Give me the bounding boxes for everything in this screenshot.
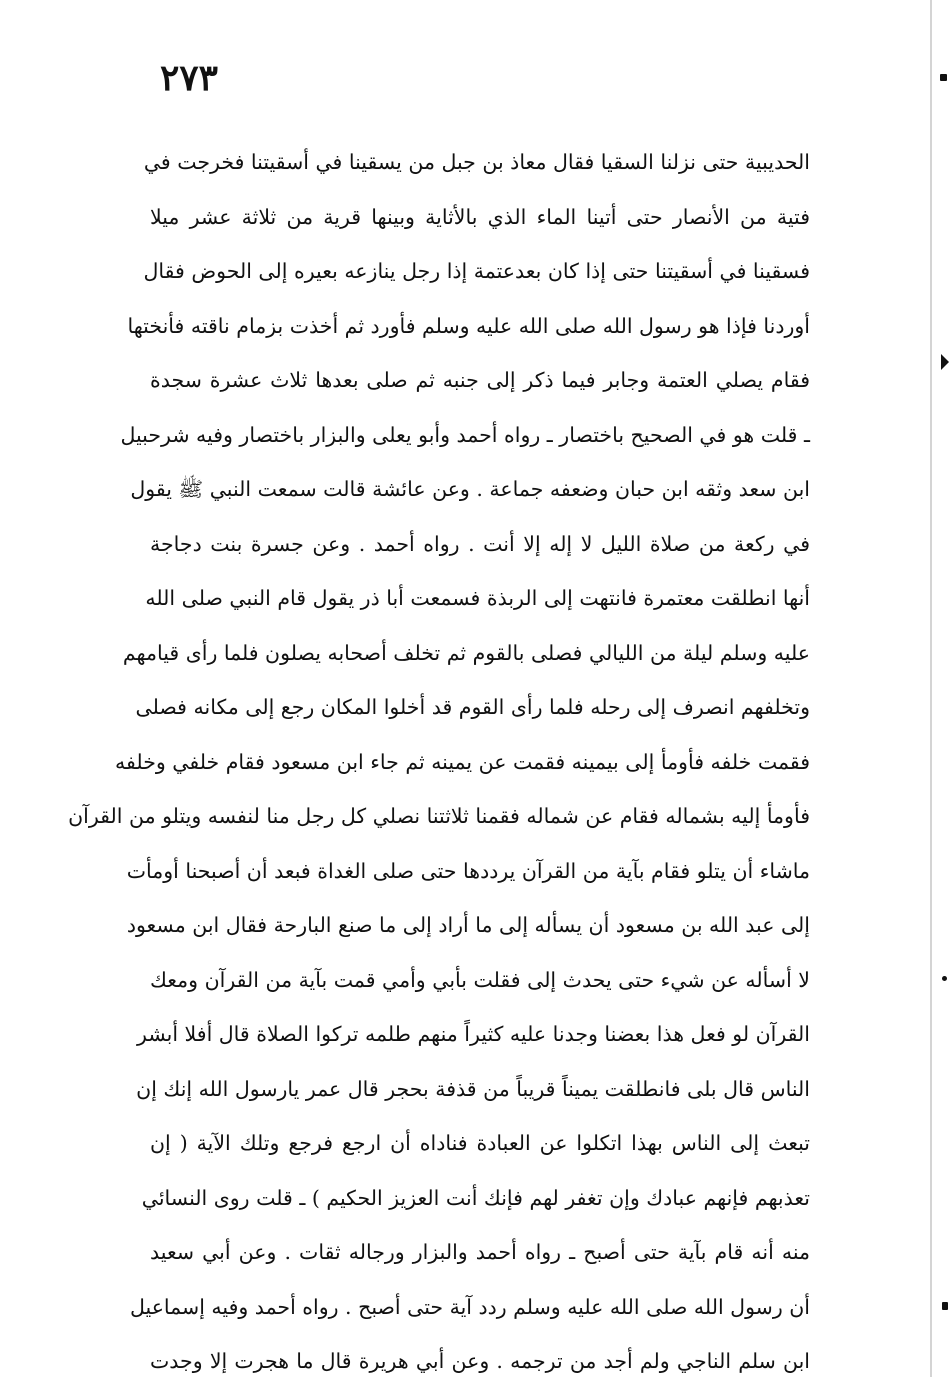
text-line: فأومأ إليه بشماله فقام عن شماله فقمنا ثلاثتنا نصلي كل رجل منا لنفسه ويتلو من القرآن <box>68 804 810 828</box>
text-line: منه أنه قام بآية حتى أصبح ـ رواه أحمد والبزار ورجاله ثقات . وعن أبي سعيد <box>150 1240 810 1264</box>
text-line: لا أسأله عن شيء حتى يحدث إلى فقلت بأبي وأمي قمت بآية من القرآن ومعك <box>150 967 810 992</box>
text-line: ماشاء أن يتلو فقام بآية من القرآن يرددها حتى صلى الغداة فبعد أن أصبحنا أومأت <box>126 858 810 883</box>
text-line: أنها انطلقت معتمرة فانتهت إلى الربذة فسمعت أبا ذر يقول قام النبي صلى الله <box>145 586 810 610</box>
text-line: تبعث إلى الناس بهذا اتكلوا عن العبادة فناداه أن ارجع فرجع وتلك الآية ( إن <box>150 1131 810 1155</box>
text-line: القرآن لو فعل هذا بعضنا وجدنا عليه كثيراً منهم طلمه تركوا الصلاة قال أفلا أبشر <box>137 1022 810 1046</box>
margin-mark <box>942 1302 948 1310</box>
margin-arrow-mark <box>941 354 949 370</box>
page-edge-shadow <box>930 0 932 1377</box>
text-line: تعذبهم فإنهم عبادك وإن تغفر لهم فإنك أنت العزيز الحكيم ) ـ قلت روى النسائي <box>141 1185 810 1210</box>
text-line: عليه وسلم ليلة من الليالي فصلى بالقوم ثم تخلف أصحابه يصلون فلما رأى قيامهم <box>122 640 810 665</box>
text-line: الناس قال بلى فانطلقت يميناً قريباً من قذفة بحجر قال عمر يارسول الله إنك إن <box>136 1076 810 1101</box>
text-line: ابن سعد وثقه ابن حبان وضعفه جماعة . وعن عائشة قالت سمعت النبي ﷺ يقول <box>130 477 810 501</box>
text-line: ابن سلم الناجي ولم أجد من ترجمه . وعن أبي هريرة قال ما هجرت إلا وجدت <box>150 1349 810 1373</box>
text-line: ـ قلت هو في الصحيح باختصار ـ رواه أحمد وأبو يعلى والبزار باختصار وفيه شرحبيل <box>120 422 810 447</box>
text-line: إلى عبد الله بن مسعود أن يسأله إلى ما أراد إلى ما صنع البارحة فقال ابن مسعود <box>126 913 810 937</box>
text-line: فتية من الأنصار حتى أتينا الماء الذي بالأثاية وبينها قرية من ثلاثة عشر ميلا <box>150 204 810 229</box>
text-line: فقمت خلفه فأومأ إلى بيمينه فقمت عن يمينه ثم جاء ابن مسعود فقام خلفي وخلفه <box>115 749 810 774</box>
text-line: أن رسول الله صلى الله عليه وسلم ردد آية حتى أصبح . رواه أحمد وفيه إسماعيل <box>129 1294 810 1319</box>
page-number: ٢٧٣ <box>160 57 219 99</box>
text-line: فسقينا في أسقيتنا حتى إذا كان بعدعتمة إذا رجل ينازعه بعيره إلى الحوض فقال <box>143 259 810 283</box>
arabic-text-body <box>68 135 810 1389</box>
text-line: أوردنا فإذا هو رسول الله صلى الله عليه وسلم فأورد ثم أخذت بزمام ناقته فأنختها <box>127 313 810 338</box>
text-line: في ركعة من صلاة الليل لا إله إلا أنت . رواه أحمد . وعن جسرة بنت دجاجة <box>150 531 810 556</box>
text-line: الحديبية حتى نزلنا السقيا فقال معاذ بن جبل من يسقينا في أسقيتنا فخرجت في <box>143 150 810 174</box>
text-line: وتخلفهم انصرف إلى رحله فلما رأى القوم قد أخلوا المكان رجع إلى مكانه فصلى <box>135 695 810 719</box>
text-line: فقام يصلي العتمة وجابر فيما ذكر إلى جنبه ثم صلى بعدها ثلاث عشرة سجدة <box>150 368 810 392</box>
margin-mark <box>940 74 947 81</box>
margin-dot <box>942 976 947 981</box>
